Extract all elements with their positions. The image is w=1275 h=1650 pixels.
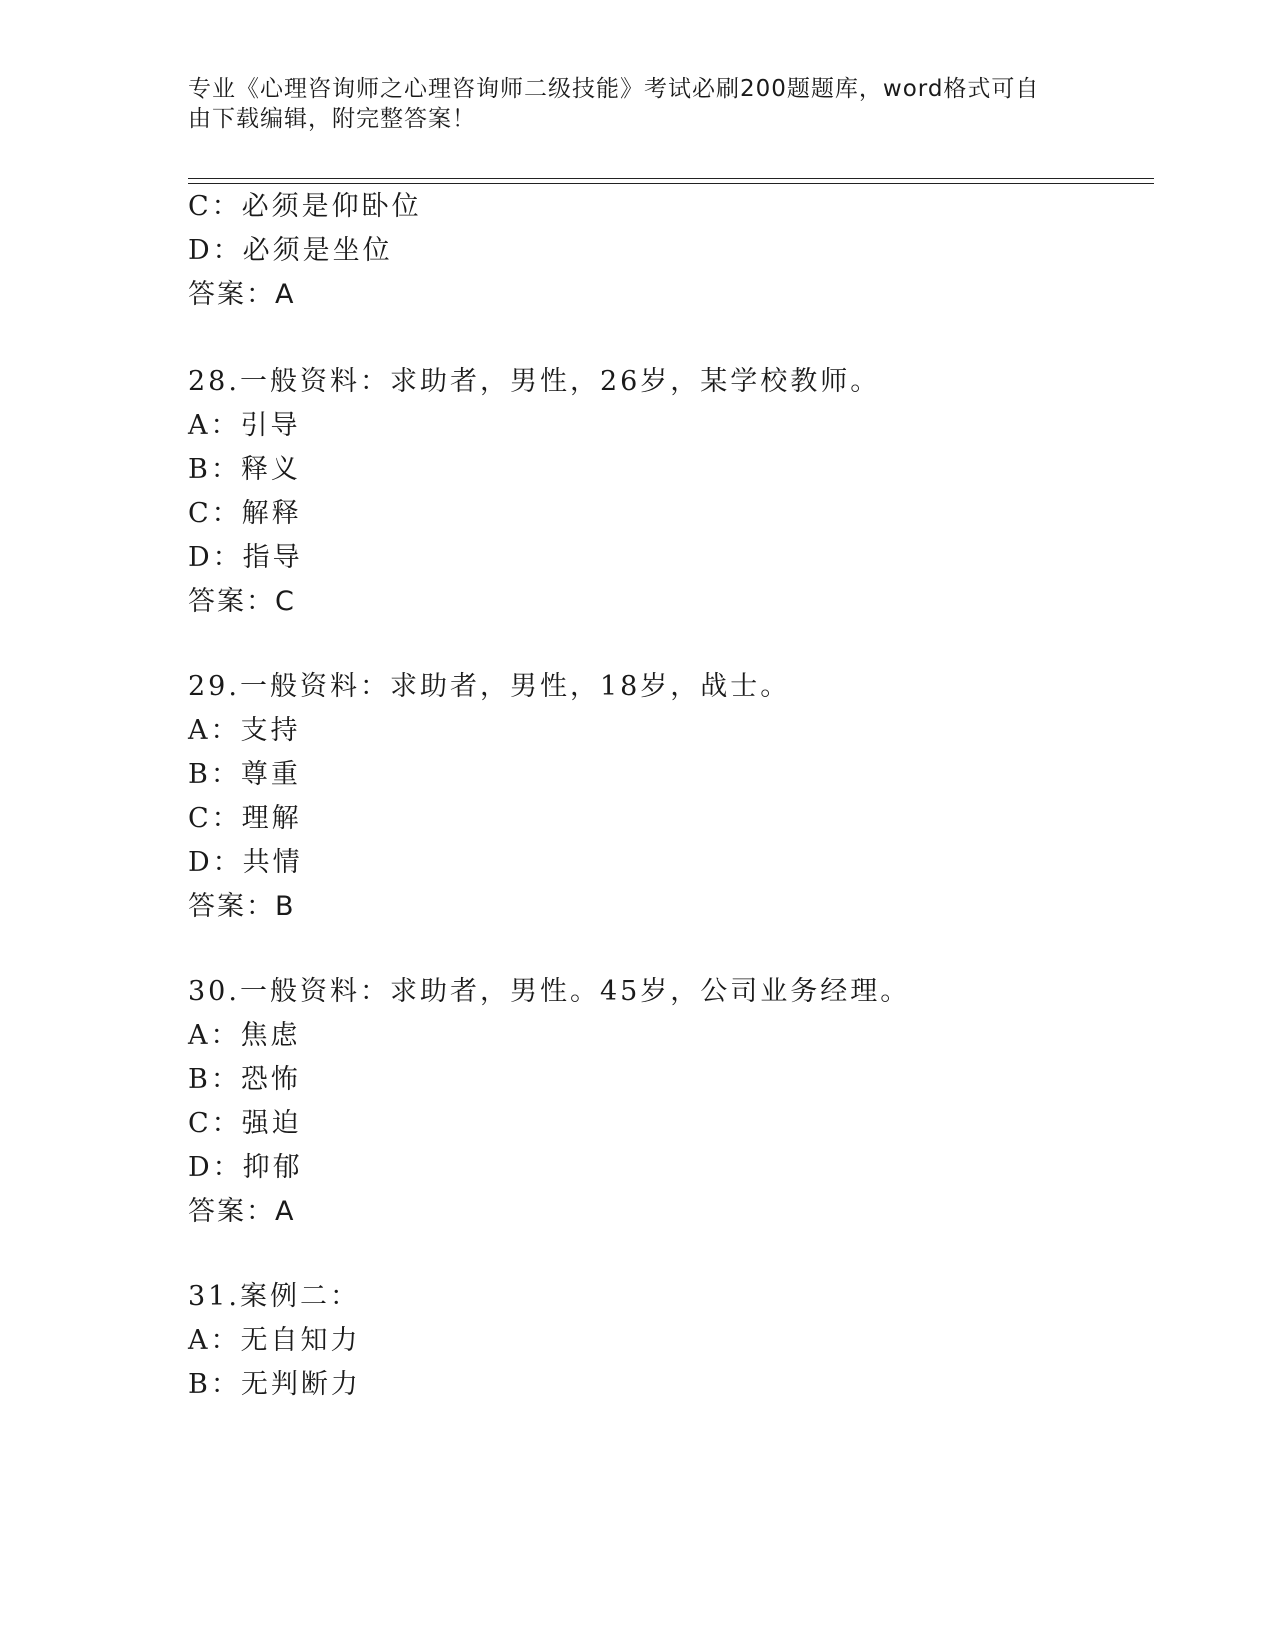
option-line	[188, 234, 393, 268]
option-key: A：	[188, 1020, 241, 1051]
option-text: 释义	[240, 454, 301, 485]
option-text: 抑郁	[242, 1152, 303, 1183]
option-line	[188, 758, 301, 792]
option-key: C：	[188, 498, 242, 529]
option-line	[188, 409, 301, 443]
option-key: B：	[188, 454, 241, 485]
header-line: 由下载编辑，附完整答案！	[188, 106, 476, 132]
option-key: B：	[188, 1064, 241, 1095]
option-text: 指导	[242, 542, 303, 573]
option-line	[188, 1107, 302, 1141]
option-line	[188, 541, 303, 575]
option-key: C：	[188, 1108, 242, 1139]
document-header	[188, 74, 1068, 134]
option-text: 无判断力	[240, 1369, 361, 1400]
option-line	[188, 1151, 303, 1185]
option-key: A：	[188, 715, 241, 746]
option-line	[188, 1368, 361, 1402]
option-line	[188, 1019, 301, 1053]
option-line	[188, 802, 302, 836]
option-line	[188, 190, 422, 224]
option-key: D：	[188, 542, 243, 573]
option-text: 支持	[240, 715, 301, 746]
option-line	[188, 846, 303, 880]
option-key: A：	[188, 1325, 241, 1356]
option-line	[188, 453, 301, 487]
option-line	[188, 1063, 301, 1097]
option-text: 必须是仰卧位	[241, 191, 422, 222]
option-key: A：	[188, 410, 241, 441]
option-text: 尊重	[240, 759, 301, 790]
option-text: 强迫	[241, 1108, 302, 1139]
option-key: C：	[188, 191, 242, 222]
question-stem: 29.一般资料：求助者，男性，18岁，战士。	[188, 671, 791, 702]
question-stem: 31.案例二：	[188, 1281, 360, 1312]
option-line	[188, 714, 301, 748]
option-key: D：	[188, 847, 243, 878]
option-text: 恐怖	[240, 1064, 301, 1095]
option-text: 焦虑	[240, 1020, 301, 1051]
option-text: 解释	[241, 498, 302, 529]
answer-line: 答案：A	[188, 1196, 296, 1227]
option-key: C：	[188, 803, 242, 834]
option-text: 必须是坐位	[242, 235, 393, 266]
answer-line: 答案：A	[188, 279, 296, 310]
option-text: 理解	[241, 803, 302, 834]
option-key: D：	[188, 1152, 243, 1183]
option-key: B：	[188, 1369, 241, 1400]
option-key: B：	[188, 759, 241, 790]
header-divider	[188, 183, 1154, 184]
option-line	[188, 1324, 361, 1358]
option-key: D：	[188, 235, 243, 266]
answer-line: 答案：C	[188, 586, 296, 617]
question-stem: 30.一般资料：求助者，男性。45岁，公司业务经理。	[188, 976, 911, 1007]
option-text: 无自知力	[240, 1325, 361, 1356]
option-text: 共情	[242, 847, 303, 878]
option-line	[188, 497, 302, 531]
answer-line: 答案：B	[188, 891, 296, 922]
question-stem: 28.一般资料：求助者，男性，26岁，某学校教师。	[188, 366, 881, 397]
header-line: 专业《心理咨询师之心理咨询师二级技能》考试必刷200题题库，word格式可自	[188, 76, 1040, 102]
header-divider	[188, 178, 1154, 179]
option-text: 引导	[240, 410, 301, 441]
